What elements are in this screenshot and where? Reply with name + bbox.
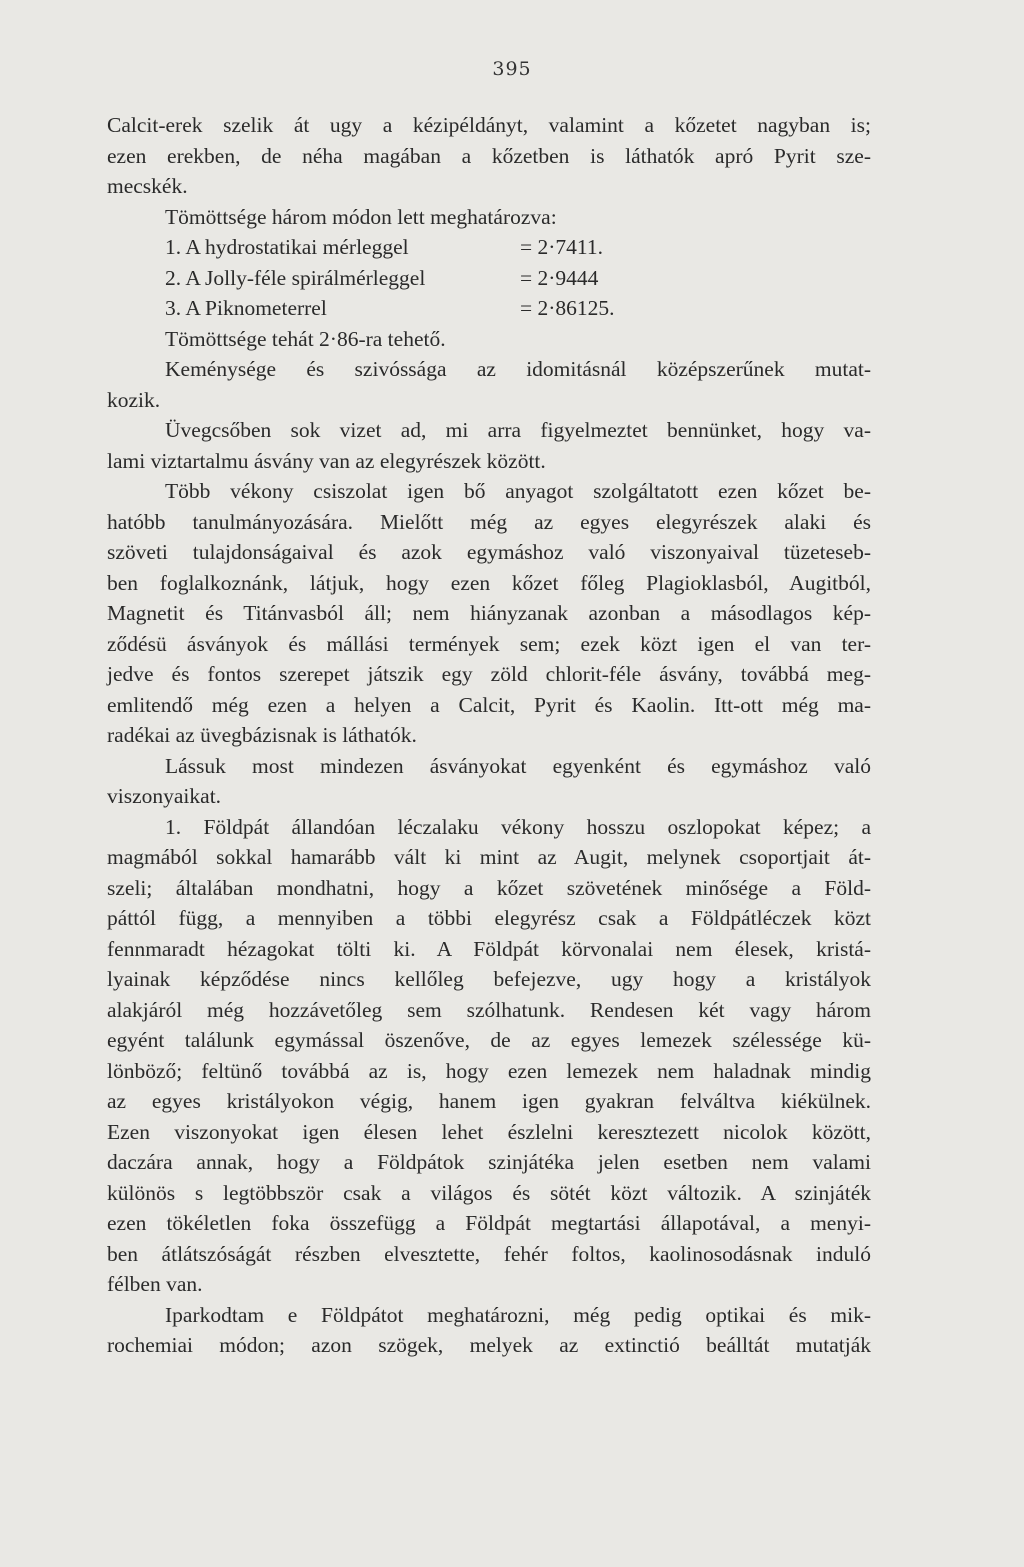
body-text bbox=[107, 110, 871, 1361]
text-line: Tömöttsége három módon lett meghatározva: bbox=[165, 204, 557, 229]
measurement-label: 1. A hydrostatikai mérleggel bbox=[165, 235, 409, 259]
text-line: alakjáról még hozzávetőleg sem szólhatunk. Rendesen két vagy három bbox=[107, 997, 871, 1022]
text-line: ezen tökéletlen foka összefügg a Földpát megtartási állapotával, a menyi- bbox=[107, 1211, 871, 1235]
measurement-row bbox=[107, 293, 871, 324]
page-number: 395 bbox=[492, 58, 532, 80]
text-line: Iparkodtam e Földpátot meghatározni, még pedig optikai és mik- bbox=[165, 1302, 871, 1327]
measurement-value: = 2·86125. bbox=[520, 296, 615, 320]
text-line: kozik. bbox=[107, 387, 161, 412]
measurement-value: = 2·9444 bbox=[520, 265, 599, 290]
text-line: Üvegcsőben sok vizet ad, mi arra figyelmeztet bennünket, hogy va- bbox=[165, 418, 871, 442]
text-line: jedve és fontos szerepet játszik egy zöld chlorit-féle ásvány, továbbá meg- bbox=[107, 662, 871, 686]
text-line: ben átlátszóságát részben elvesztette, fehér foltos, kaolinosodásnak induló bbox=[107, 1241, 871, 1266]
text-line: ben foglalkoznánk, látjuk, hogy ezen kőzet főleg Plagioklasból, Augitból, bbox=[107, 570, 871, 595]
text-line: lami viztartalmu ásvány van az elegyrészek között. bbox=[107, 448, 546, 473]
text-line: Calcit-erek szelik át ugy a kézipéldányt, valamint a kőzetet nagyban is; bbox=[107, 113, 871, 137]
text-line: rochemiai módon; azon szögek, melyek az extinctió beálltát mutatják bbox=[107, 1333, 871, 1357]
text-line: szeli; általában mondhatni, hogy a kőzet szövetének minősége a Föld- bbox=[107, 875, 871, 900]
text-line: Magnetit és Titánvasból áll; nem hiányzanak azonban a másodlagos kép- bbox=[107, 601, 871, 625]
text-line: páttól függ, a mennyiben a többi elegyrész csak a Földpátléczek közt bbox=[107, 906, 871, 930]
text-line: hatóbb tanulmányozására. Mielőtt még az egyes elegyrészek alaki és bbox=[107, 509, 871, 534]
text-line: ződésü ásványok és mállási termények sem; ezek közt igen el van ter- bbox=[107, 631, 871, 656]
text-line: magmából sokkal hamarább vált ki mint az Augit, melynek csoportjait át- bbox=[107, 845, 871, 869]
text-line: egyént találunk egymással öszenőve, de az egyes lemezek szélessége kü- bbox=[107, 1028, 871, 1052]
text-line: viszonyaikat. bbox=[107, 784, 222, 808]
measurement-label: 3. A Piknometerrel bbox=[165, 296, 327, 320]
text-line: daczára annak, hogy a Földpátok szinjátéka jelen esetben nem valami bbox=[107, 1150, 871, 1174]
text-line: 1. Földpát állandóan léczalaku vékony hosszu oszlopokat képez; a bbox=[165, 814, 871, 839]
measurement-value: = 2·7411. bbox=[520, 235, 603, 259]
text-line: radékai az üvegbázisnak is láthatók. bbox=[107, 723, 417, 747]
text-line: fennmaradt hézagokat tölti ki. A Földpát körvonalai nem élesek, kristá- bbox=[107, 936, 871, 961]
text-line: lyainak képződése nincs kellőleg befejezve, ugy hogy a kristályok bbox=[107, 967, 871, 991]
text-line: félben van. bbox=[107, 1272, 203, 1296]
text-line: Több vékony csiszolat igen bő anyagot szolgáltatott ezen kőzet be- bbox=[165, 479, 871, 503]
text-line: Keménysége és szivóssága az idomitásnál középszerűnek mutat- bbox=[165, 357, 871, 381]
text-line: lönböző; feltünő továbbá az is, hogy ezen lemezek nem haladnak mindig bbox=[107, 1058, 871, 1083]
text-line: Lássuk most mindezen ásványokat egyenként és egymáshoz való bbox=[165, 753, 871, 778]
text-line: Tömöttsége tehát 2·86-ra tehető. bbox=[165, 326, 446, 351]
measurement-label: 2. A Jolly-féle spirálmérleggel bbox=[165, 265, 426, 290]
text-line: szöveti tulajdonságaival és azok egymáshoz való viszonyaival tüzeteseb- bbox=[107, 540, 871, 564]
text-line: az egyes kristályokon végig, hanem igen gyakran felváltva kiékülnek. bbox=[107, 1089, 871, 1113]
text-line: Ezen viszonyokat igen élesen lehet észlelni keresztezett nicolok között, bbox=[107, 1119, 871, 1144]
text-line: mecskék. bbox=[107, 174, 188, 198]
text-line: különös s legtöbbször csak a világos és sötét közt változik. A szinjáték bbox=[107, 1180, 871, 1205]
measurement-row bbox=[107, 263, 871, 294]
text-line: emlitendő még ezen a helyen a Calcit, Pyrit és Kaolin. Itt-ott még ma- bbox=[107, 692, 871, 717]
measurement-row bbox=[107, 232, 871, 263]
text-line: ezen erekben, de néha magában a kőzetben is láthatók apró Pyrit sze- bbox=[107, 143, 871, 168]
